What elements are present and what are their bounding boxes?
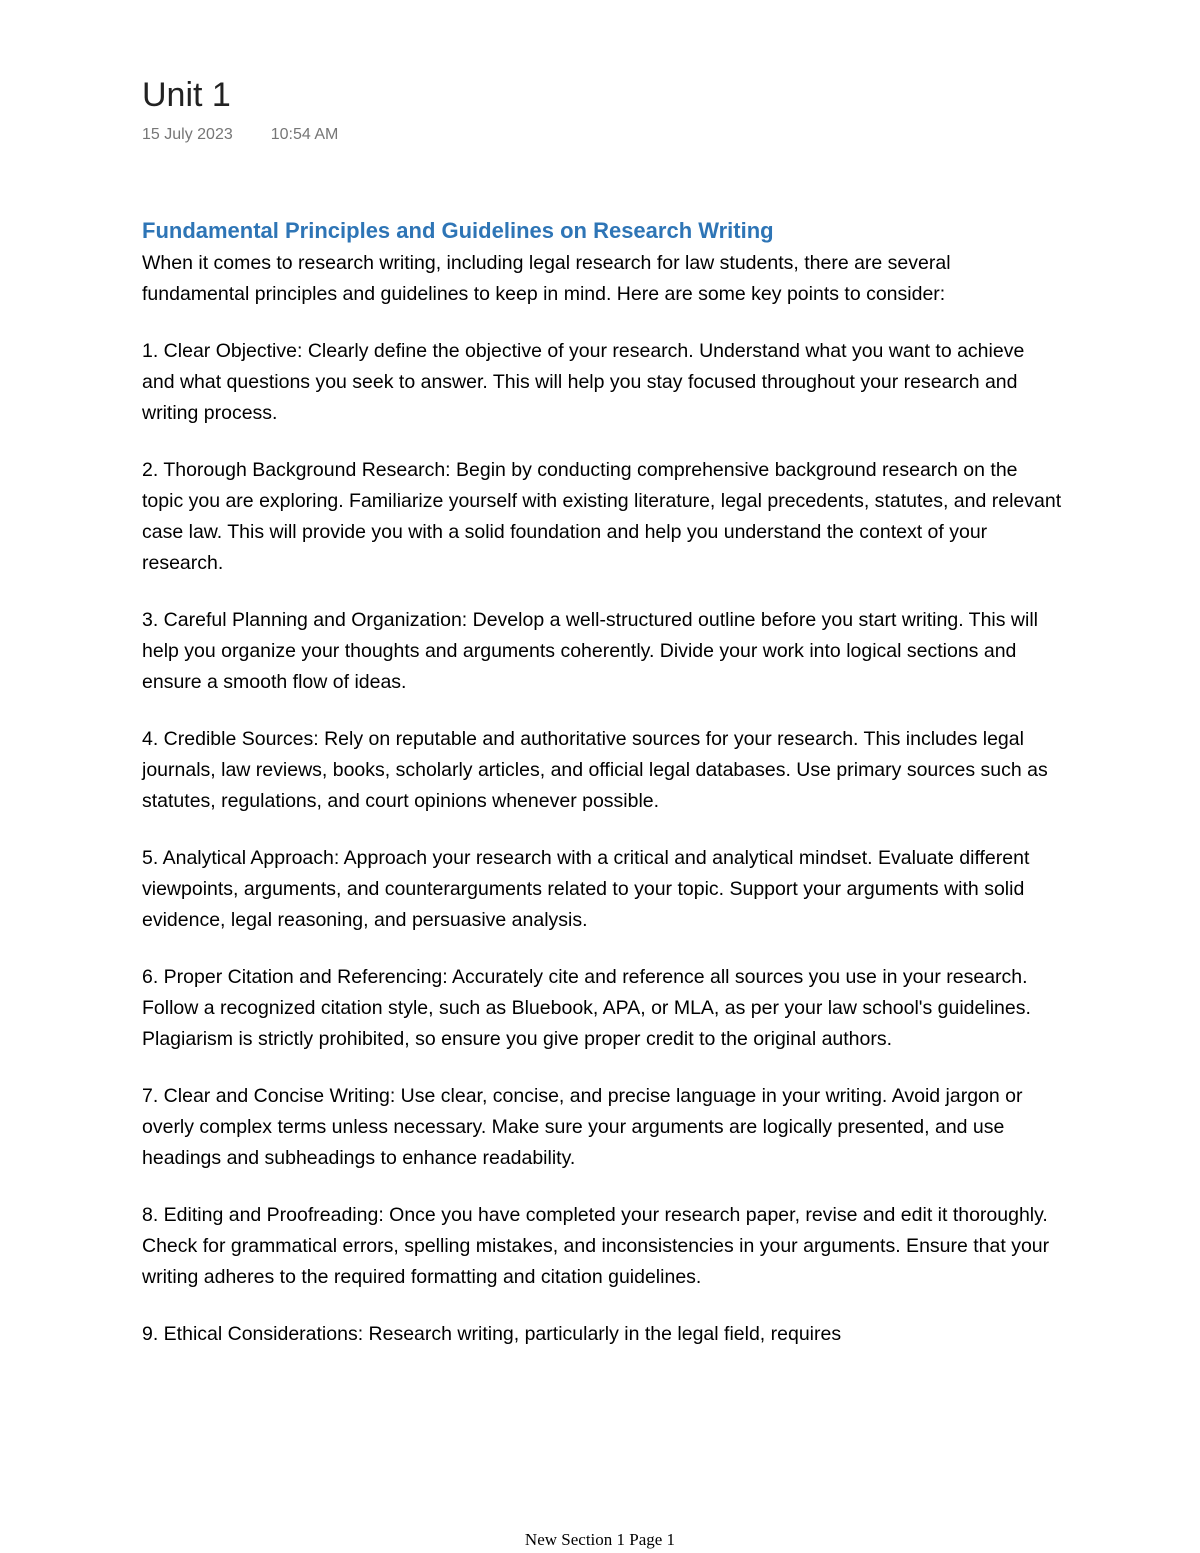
point-1-paragraph: 1. Clear Objective: Clearly define the objective of your research. Understand what you want to achieve and what questions you seek to answer. This will help you stay focused throughout your research and writing process. <box>142 340 1025 424</box>
note-page <box>142 70 1062 1345</box>
note-time: 10:54 AM <box>270 126 339 143</box>
note-metadata <box>142 126 1062 150</box>
point-9-paragraph: 9. Ethical Considerations: Research writing, particularly in the legal field, requires <box>142 1323 842 1345</box>
page-footer: New Section 1 Page 1 <box>524 1530 676 1549</box>
point-4-paragraph: 4. Credible Sources: Rely on reputable and authoritative sources for your research. This includes legal journals, law reviews, books, scholarly articles, and official legal databases. Use primary sources such as statutes, regulations, and court opinions whenever possible. <box>142 728 1048 812</box>
page-title: Unit 1 <box>142 76 231 114</box>
point-6-paragraph: 6. Proper Citation and Referencing: Accurately cite and reference all sources you use in your research. Follow a recognized citation style, such as Bluebook, APA, or MLA, as per your law school's guidelines. Plagiarism is strictly prohibited, so ensure you give proper credit to the original authors. <box>142 966 1031 1050</box>
point-3-paragraph: 3. Careful Planning and Organization: Develop a well-structured outline before you start writing. This will help you organize your thoughts and arguments coherently. Divide your work into logical sections and ensure a smooth flow of ideas. <box>142 609 1039 693</box>
point-7-paragraph: 7. Clear and Concise Writing: Use clear, concise, and precise language in your writing. Avoid jargon or overly complex terms unless necessary. Make sure your arguments are logically presented, and use headings and subheadings to enhance readability. <box>142 1085 1023 1169</box>
intro-paragraph: When it comes to research writing, including legal research for law students, there are several fundamental principles and guidelines to keep in mind. Here are some key points to consider: <box>142 252 951 305</box>
section-heading: Fundamental Principles and Guidelines on Research Writing <box>142 218 774 243</box>
point-2-paragraph: 2. Thorough Background Research: Begin by conducting comprehensive background research on the topic you are exploring. Familiarize yourself with existing literature, legal precedents, statutes, and relevant case law. This will provide you with a solid foundation and help you understand the context of your research. <box>142 459 1062 574</box>
note-date: 15 July 2023 <box>142 126 233 143</box>
point-5-paragraph: 5. Analytical Approach: Approach your research with a critical and analytical mindset. Evaluate different viewpoints, arguments, and counterarguments related to your topic. Support your arguments with solid evidence, legal reasoning, and persuasive analysis. <box>142 847 1030 931</box>
note-body <box>142 248 1062 1376</box>
point-8-paragraph: 8. Editing and Proofreading: Once you have completed your research paper, revise and edit it thoroughly. Check for grammatical errors, spelling mistakes, and inconsistencies in your arguments. Ensure that your writing adheres to the required formatting and citation guidelines. <box>142 1204 1050 1288</box>
